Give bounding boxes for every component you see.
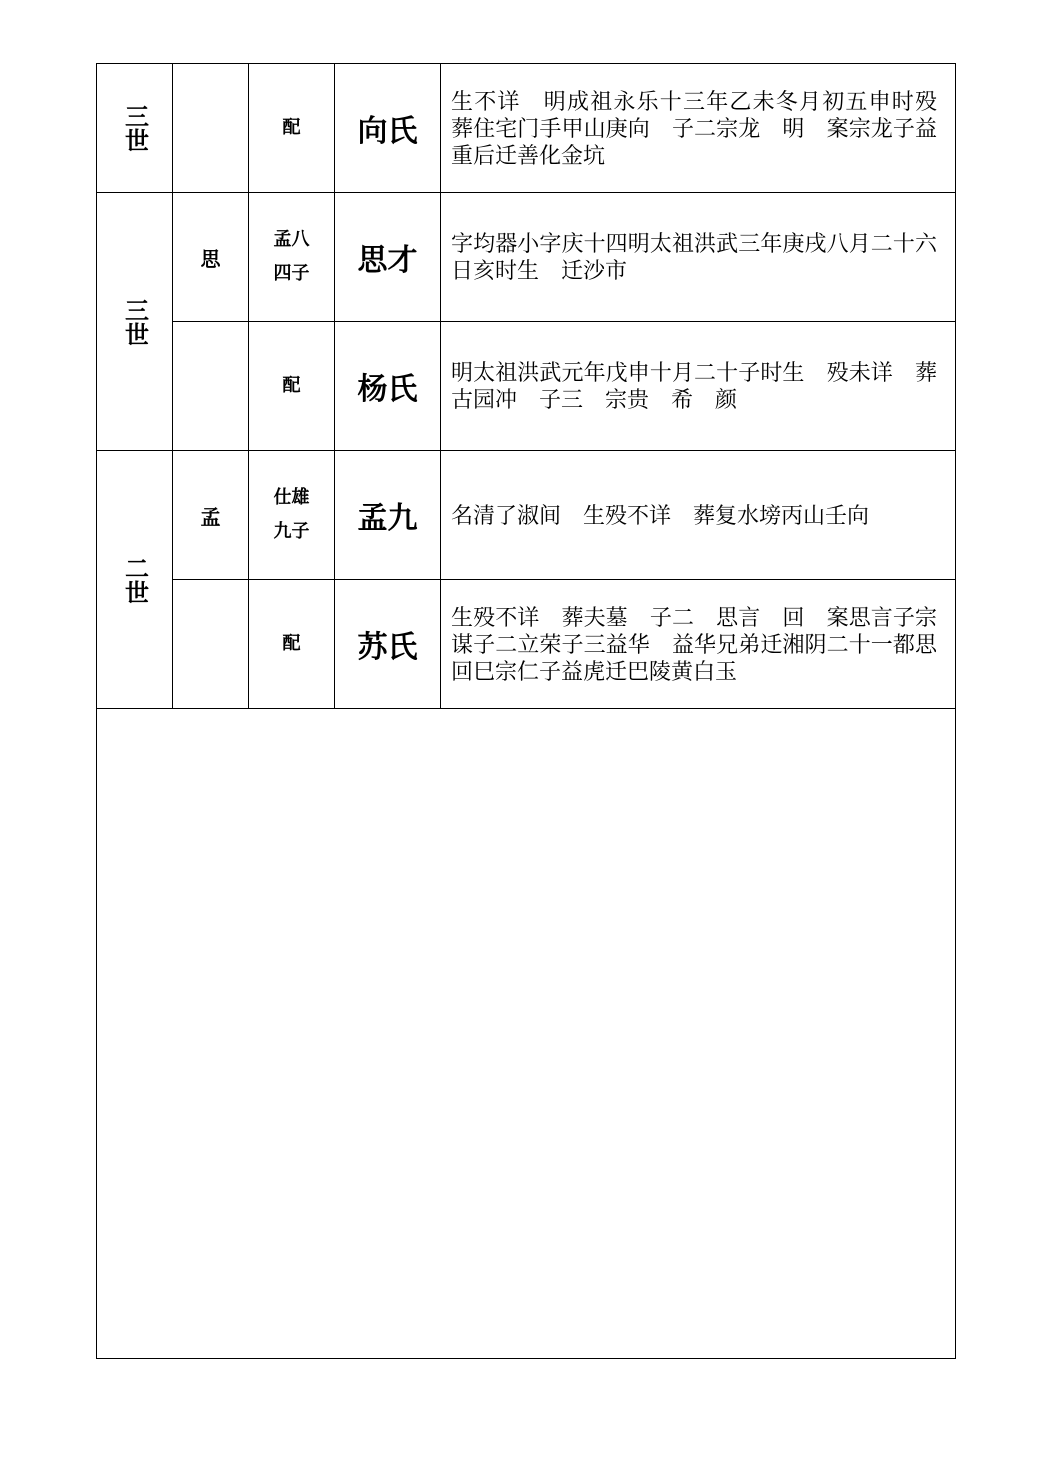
person-description: 生殁不详 葬夫墓 子二 思言 回 案思言子宗谋子二立荣子三益华 益华兄弟迁湘阴二十一都思回巳宗仁子益虎迁巴陵黄白玉 [451, 605, 937, 685]
table-row [97, 64, 956, 193]
table-row [97, 451, 956, 580]
table-row [97, 322, 956, 451]
table-row [97, 580, 956, 709]
relation-label: 仕雄 九子 [273, 487, 310, 542]
person-description: 明太祖洪武元年戊申十月二十子时生 殁未详 葬古园冲 子三 宗贵 希 颜 [451, 361, 937, 413]
generation-cell [97, 64, 173, 193]
name-cell [335, 322, 441, 451]
generation-label: 二世 [120, 555, 150, 604]
name-cell [335, 64, 441, 193]
person-name: 杨氏 [357, 372, 418, 407]
generation-character-cell [173, 322, 249, 451]
name-cell [335, 451, 441, 580]
description-cell [441, 322, 956, 451]
generation-character: 孟 [200, 504, 221, 529]
generation-character-cell [173, 193, 249, 322]
generation-label: 三世 [120, 297, 150, 346]
description-cell [441, 64, 960, 193]
person-description: 名清了淑间 生殁不详 葬复水塝丙山壬向 [451, 503, 870, 529]
generation-character-cell [173, 580, 249, 709]
relation-label: 配 [282, 375, 301, 396]
name-cell [335, 580, 441, 709]
generation-label: 三世 [120, 104, 150, 152]
generation-character: 思 [200, 246, 221, 271]
generation-character-cell [173, 451, 249, 580]
person-description: 生不详 明成祖永乐十三年乙未冬月初五申时殁 葬住宅门手甲山庚向 子二宗龙 明 案宗龙子益重后迁善化金坑 [451, 89, 960, 169]
person-description: 字均器小字庆十四明太祖洪武三年庚戌八月二十六日亥时生 迁沙市 [451, 232, 937, 284]
name-cell [335, 193, 441, 322]
description-cell [441, 193, 956, 322]
relation-cell [249, 451, 335, 580]
relation-cell [249, 580, 335, 709]
relation-label: 配 [282, 633, 301, 654]
generation-character-cell [173, 64, 249, 193]
relation-cell [249, 193, 335, 322]
person-name: 孟九 [357, 501, 418, 536]
description-cell [441, 580, 956, 709]
person-name: 苏氏 [357, 630, 418, 665]
table-row [97, 193, 956, 322]
person-name: 向氏 [357, 114, 418, 149]
description-cell [441, 451, 956, 580]
generation-cell [97, 193, 173, 451]
generation-cell [97, 451, 173, 709]
relation-label: 孟八 四子 [273, 229, 310, 284]
genealogy-table [96, 63, 960, 709]
relation-cell [249, 64, 335, 193]
relation-cell [249, 322, 335, 451]
person-name: 思才 [357, 243, 418, 278]
relation-label: 配 [282, 117, 301, 138]
